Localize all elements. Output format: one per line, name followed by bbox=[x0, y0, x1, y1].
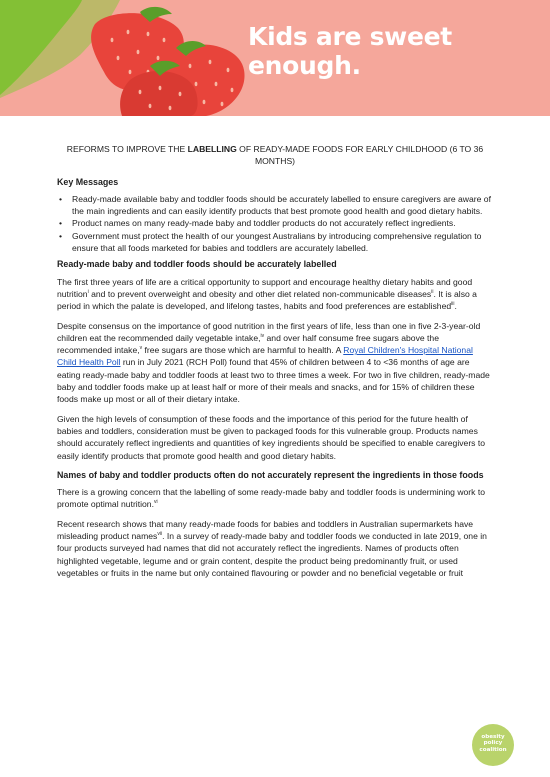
section1-paragraph1 bbox=[57, 276, 493, 313]
section1-paragraph2 bbox=[57, 320, 493, 406]
section1-heading: Ready-made baby and toddler foods should be accurately labelled bbox=[57, 259, 337, 270]
footnote-ref: vi bbox=[153, 499, 158, 506]
obesity-policy-coalition-logo bbox=[472, 724, 514, 766]
text-run: and over half consume free sugars above the recommended intake, bbox=[57, 332, 439, 356]
key-message-item: • Product names on many ready-made baby and toddler products do not accurately reflect ingredients. bbox=[57, 217, 493, 229]
text-run: The first three years of life are a critical opportunity to support and encourage healthy dietary habits and good nutrition bbox=[57, 276, 473, 299]
key-message-item: • Government must protect the health of our youngest Australians by introducing comprehensive regulation to ensure that all foods marketed for babies and toddlers are accurately labelled. bbox=[57, 230, 493, 255]
text-run: Recent research shows that many ready-made foods for babies and toddlers in Australian supermarkets have misleading product names bbox=[57, 518, 474, 542]
text-run: run in July 2021 (RCH Poll) found that 45% of children between 4 to <36 months of age are eating ready-made baby and toddler foods at least two to three times a week. For two in five children, ready-made baby and toddler foods make up at least half or more of their meals and snacks, and for 15% of children these foods make up most or all of their dietary intake. bbox=[57, 357, 490, 405]
text-run: Despite consensus on the importance of good nutrition in the first years of life, less than one in five 2-3-year-old children eat the recommended daily vegetable intake, bbox=[57, 320, 481, 343]
footnote-ref: vii bbox=[157, 531, 163, 538]
footnote-ref: iv bbox=[260, 333, 265, 339]
text-run: free sugars are those which are harmful to health. A bbox=[142, 345, 344, 356]
header-banner bbox=[0, 0, 550, 116]
campaign-title-line1: Kids are sweet bbox=[248, 22, 452, 51]
document-title-part1: REFORMS TO IMPROVE THE bbox=[66, 144, 188, 154]
text-run: and to prevent overweight and obesity and other diet related non-communicable diseases bbox=[88, 288, 432, 299]
document-title bbox=[57, 143, 493, 168]
footnote-ref: v bbox=[139, 345, 143, 352]
key-messages-list bbox=[57, 193, 493, 254]
section2-paragraph2 bbox=[57, 518, 493, 579]
key-messages-heading: Key Messages bbox=[57, 176, 119, 187]
text-run: . In a survey of ready-made baby and toddler foods we conducted in late 2019, one in four products surveyed had names that did not accurately reflect the ingredients. Names of products often highlighted vegetable, legume and or grain content, despite the product being predominantly fruit, or used vegetables or fruits in the name but only contained flavouring or powder and no beneficial vegetable or fruit bbox=[57, 531, 487, 578]
text-run: There is a growing concern that the labelling of some ready-made baby and toddler foods is undermining work to promote optimal nutrition. bbox=[57, 487, 486, 510]
section2-heading: Names of baby and toddler products often do not accurately represent the ingredients in those foods bbox=[57, 469, 484, 480]
campaign-title-line2: enough. bbox=[248, 51, 361, 80]
rch-poll-link[interactable]: Royal Children's Hospital National Child Health Poll bbox=[57, 345, 473, 368]
section1-paragraph3: Given the high levels of consumption of these foods and the importance of this period for the future health of babies and toddlers, consideration must be given to packaged foods for this vulnerable group. Products names should accurately reflect ingredients and quantities of key ingredients should be specified to enable caregivers to easily identify products that promote good health and good dietary habits. bbox=[57, 413, 486, 461]
section2-paragraph1 bbox=[57, 486, 493, 511]
footnote-ref: i bbox=[87, 289, 89, 296]
document-title-strong: LABELLING bbox=[187, 144, 237, 154]
logo-line: coalition bbox=[479, 746, 507, 753]
footnote-ref: iii bbox=[451, 301, 455, 308]
logo-line: policy bbox=[483, 740, 503, 747]
logo-text bbox=[472, 734, 514, 753]
logo-line: obesity bbox=[481, 734, 505, 740]
campaign-title bbox=[248, 22, 538, 80]
document-body bbox=[57, 143, 493, 586]
text-run: . It is also a period in which the palate is developed, and lifelong tastes, habits and food preferences are established bbox=[57, 288, 477, 312]
footnote-ref: ii bbox=[431, 289, 434, 296]
text-run: . bbox=[454, 301, 457, 312]
document-title-part2: OF READY-MADE FOODS FOR EARLY CHILDHOOD (6 TO 36 MONTHS) bbox=[236, 144, 484, 167]
key-message-item: • Ready-made available baby and toddler foods should be accurately labelled to ensure caregivers are aware of the main ingredients and can easily identify products that best promote good health and good dietary habits. bbox=[57, 193, 493, 218]
